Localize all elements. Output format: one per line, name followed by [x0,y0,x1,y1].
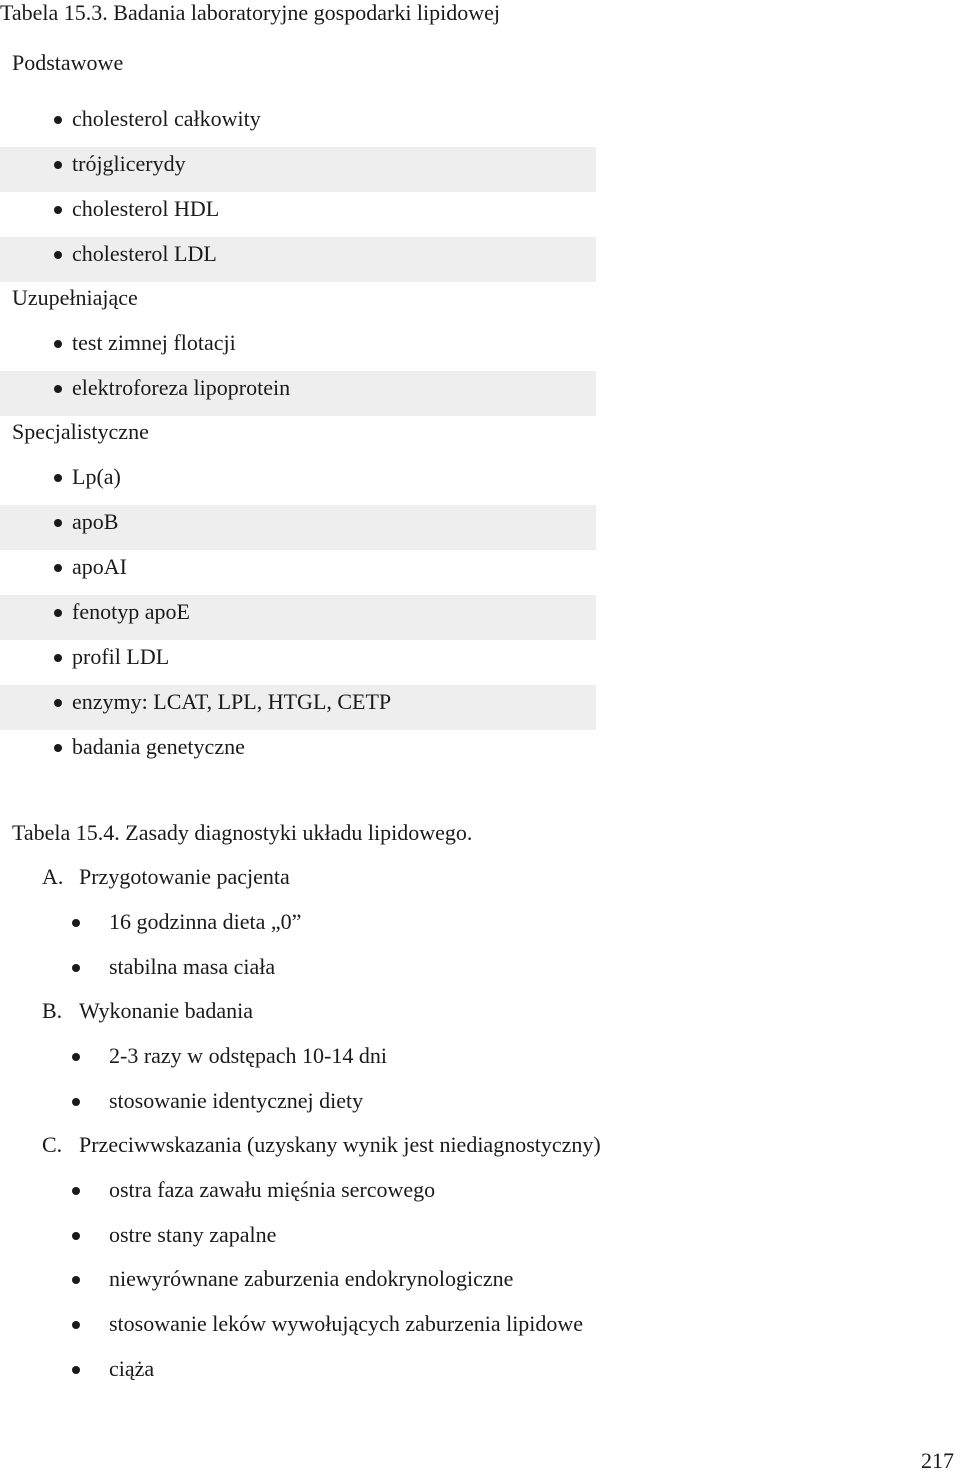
list-item: stabilna masa ciała [109,954,276,979]
list-item: niewyrównane zaburzenia endokrynologiczne [109,1266,514,1291]
list-item: badania genetyczne [72,734,245,759]
page-number: 217 [921,1448,954,1473]
bullet-icon [72,964,80,972]
list-item: fenotyp apoE [72,599,190,624]
bullet-icon [72,1187,80,1195]
bullet-icon [72,919,80,927]
bullet-icon [54,116,62,124]
bullet-icon [54,654,62,662]
bullet-icon [72,1321,80,1329]
section-heading: Podstawowe [12,50,124,75]
list-item: enzymy: LCAT, LPL, HTGL, CETP [72,689,392,714]
table-title: Tabela 15.4. Zasady diagnostyki układu lipidowego. [12,820,473,845]
bullet-icon [54,699,62,707]
list-item: apoAI [72,554,127,579]
section-heading: Przygotowanie pacjenta [79,864,290,889]
bullet-icon [54,519,62,527]
bullet-icon [54,251,62,259]
section-heading: Specjalistyczne [12,419,149,444]
bullet-icon [54,161,62,169]
list-item: 16 godzinna dieta „0” [109,909,302,934]
list-item: test zimnej flotacji [72,330,236,355]
list-item: trójglicerydy [72,151,186,176]
bullet-icon [54,206,62,214]
list-item: cholesterol LDL [72,241,217,266]
bullet-icon [54,564,62,572]
bullet-icon [72,1366,80,1374]
bullet-icon [72,1276,80,1284]
list-item: cholesterol całkowity [72,106,261,131]
list-item: 2-3 razy w odstępach 10-14 dni [109,1043,387,1068]
list-item: elektroforeza lipoprotein [72,375,291,400]
list-item: Lp(a) [72,464,121,489]
bullet-icon [72,1053,80,1061]
list-item: profil LDL [72,644,170,669]
bullet-icon [54,609,62,617]
bullet-icon [72,1098,80,1106]
table-title: Tabela 15.3. Badania laboratoryjne gospodarki lipidowej [0,0,501,25]
section-letter: A. [42,864,64,889]
list-item: ciąża [109,1356,155,1381]
section-heading: Przeciwwskazania (uzyskany wynik jest niediagnostyczny) [79,1132,601,1157]
bullet-icon [54,340,62,348]
bullet-icon [54,474,62,482]
section-heading: Wykonanie badania [79,998,253,1023]
section-letter: B. [42,998,63,1023]
list-item: stosowanie leków wywołujących zaburzenia lipidowe [109,1311,584,1336]
list-item: cholesterol HDL [72,196,220,221]
list-item: ostre stany zapalne [109,1222,277,1247]
list-item: stosowanie identycznej diety [109,1088,364,1113]
bullet-icon [54,744,62,752]
list-item: apoB [72,509,119,534]
bullet-icon [54,385,62,393]
bullet-icon [72,1232,80,1240]
section-heading: Uzupełniające [12,285,138,310]
list-item: ostra faza zawału mięśnia sercowego [109,1177,436,1202]
section-letter: C. [42,1132,63,1157]
